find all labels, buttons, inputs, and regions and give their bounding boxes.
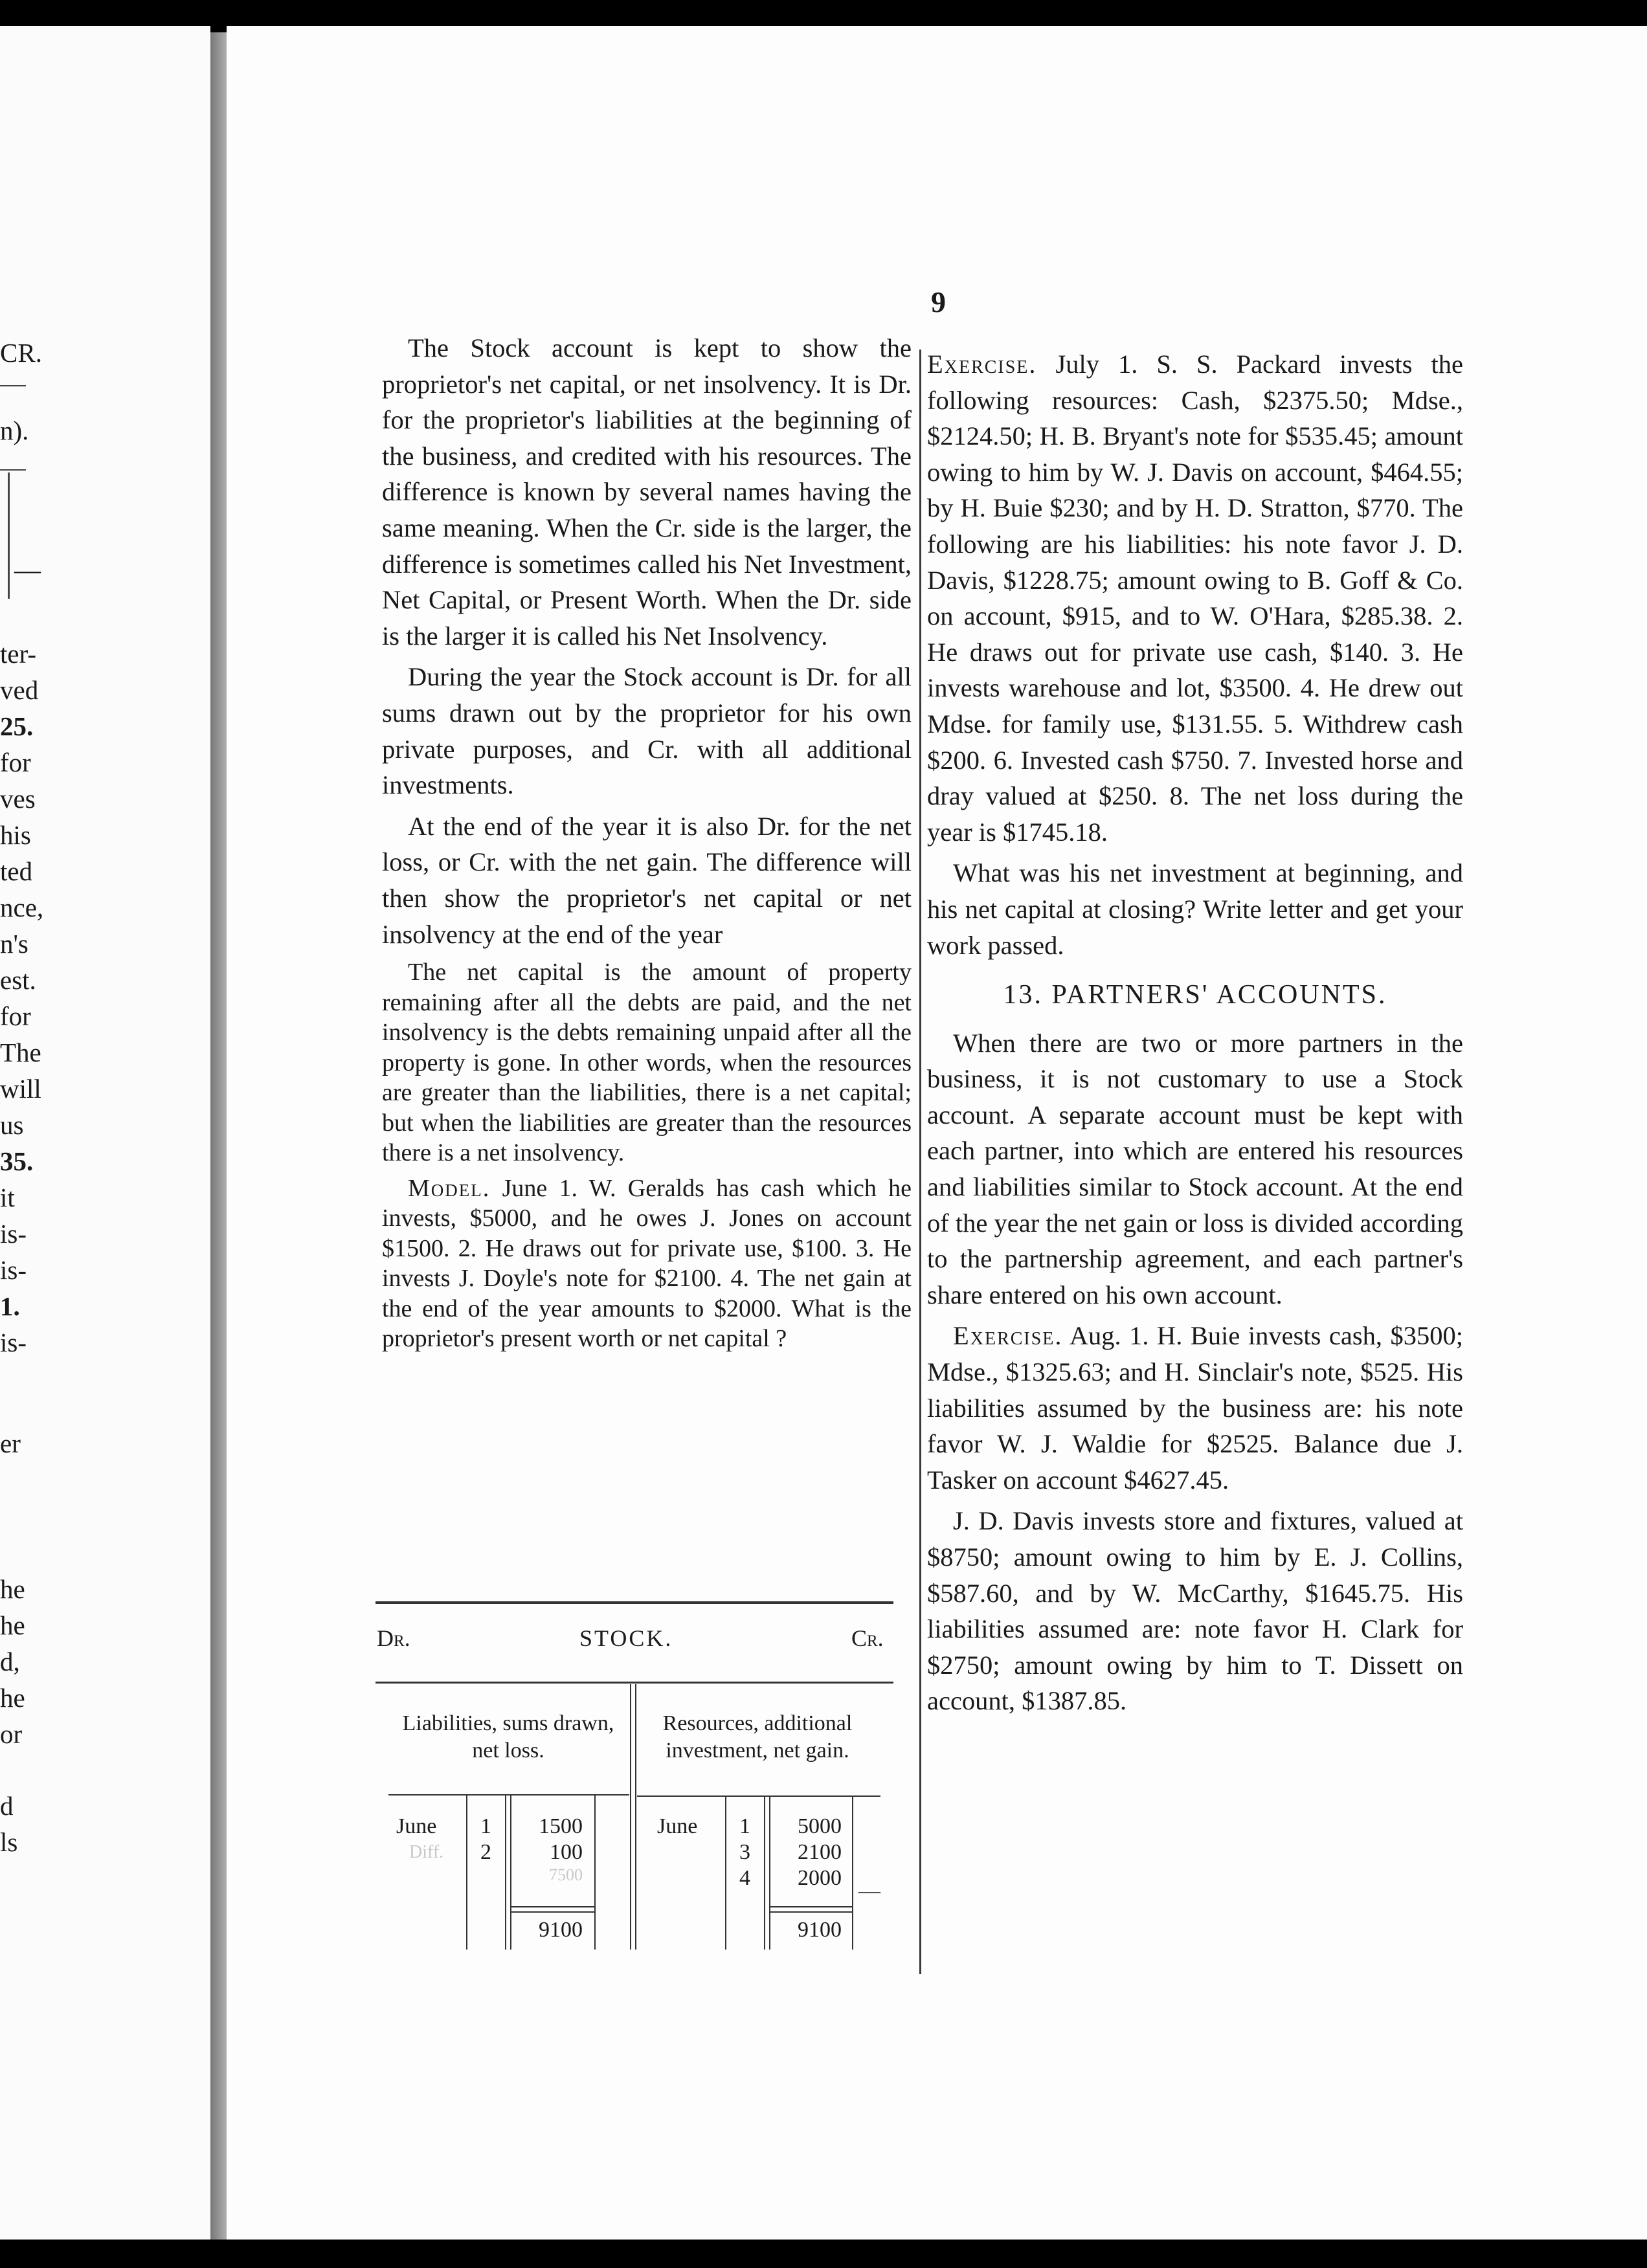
ledger-left-day: 1	[480, 1814, 491, 1838]
prev-page-fragment: us	[0, 1110, 24, 1140]
exercise-2-text: Aug. 1. H. Buie invests cash, $3500; Mdse., $1325.63; and H. Sinclair's note, $525. His liabilities assumed by the business are: his note favor W. J. Waldie for $2525. Balance due J. Tasker on account $4627.45.	[927, 1321, 1463, 1495]
davis-paragraph: J. D. Davis invests store and fixtures, valued at $8750; amount owing to him by E. J. Collins, $587.60, and by W. McCarthy, $1645.75. His liabilities assumed are: note favor H. Clark for $2750; amount owing by him to T. Dissett on account, $1387.85.	[927, 1506, 1463, 1716]
model-text: June 1. W. Geralds has cash which he invests, $5000, and he owes J. Jones on account $1500. 2. He draws out for private use, $100. 3. He invests J. Doyle's note for $2100. 4. The net gain at the end of the year amounts to $2000. What is the proprietor's present worth or net capital ?	[382, 1174, 912, 1353]
prev-page-fragment: he	[0, 1683, 25, 1713]
ledger-rule	[594, 1796, 596, 1950]
exercise-1-question: What was his net investment at beginning, and his net capital at closing? Write letter and get your work passed.	[927, 858, 1463, 960]
ledger-header-rule	[375, 1682, 893, 1684]
ledger-rule	[505, 1796, 506, 1950]
scan-bottom-edge	[0, 2240, 1647, 2268]
prev-page-fragment: d,	[0, 1647, 20, 1676]
prev-page-rule	[8, 472, 10, 599]
model-paragraph	[382, 1173, 912, 1354]
prev-page-fragment: ved	[0, 675, 39, 705]
ledger-rule	[466, 1796, 467, 1950]
ledger-right-month: June	[657, 1814, 698, 1838]
ledger-rule	[769, 1906, 852, 1907]
prev-page-fragment: his	[0, 820, 31, 850]
section-number: 13.	[1003, 980, 1044, 1010]
exercise-2-label: Exercise.	[953, 1321, 1063, 1351]
stock-paragraph: The Stock account is kept to show the proprietor's net capital, or net insolvency. It is Dr. for the proprietor's liabilities at the beginning of the business, and credited with his resources. The difference is known by several names having the same meaning. When the Cr. side is the larger, the difference is sometimes called his Net Investment, Net Capital, or Present Worth. When the Dr. side is the larger it is called his Net Insolvency.	[382, 333, 912, 650]
ledger-left-faint-amount: 7500	[549, 1865, 583, 1884]
prev-page-fragment: for	[0, 748, 31, 777]
prev-page-fragment: 1.	[0, 1291, 20, 1321]
prev-page-fragment: ls	[0, 1827, 18, 1857]
ledger-right-total: 9100	[798, 1918, 842, 1942]
ledger-rule	[852, 1796, 853, 1950]
prev-page-fragment: d	[0, 1791, 14, 1821]
ledger-left-faint-month: Diff.	[409, 1842, 444, 1862]
exercise-1-label: Exercise.	[927, 350, 1037, 379]
ledger-rule	[510, 1911, 594, 1913]
prev-page-fragment: will	[0, 1074, 41, 1104]
prev-page-rule	[0, 469, 26, 471]
ledger-left-amount: 100	[550, 1840, 583, 1864]
exercise-2-paragraph	[927, 1318, 1463, 1498]
prev-page-fragment: nce,	[0, 893, 44, 922]
end-of-year-paragraph: At the end of the year it is also Dr. for the net loss, or Cr. with the net gain. The difference will then show the proprietor's net capital or net insolvency at the end of the year	[382, 811, 912, 949]
prev-page-fragment: The	[0, 1038, 41, 1067]
prev-page-fragment: est.	[0, 965, 36, 995]
page-number: 9	[931, 285, 946, 318]
partners-paragraph: When there are two or more partners in the business, it is not customary to use a Stock account. A separate account must be kept with each partner, into which are entered his resources and liabilities similar to Stock account. At the end of the year the net gain or loss is divided according to the partnership agreement, and each partner's share entered on his own account.	[927, 1028, 1463, 1309]
prev-page-fragment: ter-	[0, 639, 37, 669]
prev-page-fragment: 25.	[0, 711, 34, 741]
right-column	[927, 346, 1463, 1719]
ledger-top-rule	[375, 1601, 893, 1604]
prev-page-fragment: n's	[0, 929, 28, 959]
prev-page-fragment: ves	[0, 784, 36, 814]
prev-page-fragment: er	[0, 1429, 21, 1458]
prev-page-fragment: it	[0, 1183, 15, 1212]
ledger-right-amount: 5000	[798, 1814, 842, 1838]
section-title: PARTNERS' ACCOUNTS.	[1051, 980, 1387, 1010]
during-year-paragraph: During the year the Stock account is Dr. for all sums drawn out by the proprietor for his own private purposes, and Cr. with all additional investments.	[382, 662, 912, 800]
ledger-rule	[510, 1906, 594, 1907]
ledger-left-month: June	[396, 1814, 437, 1838]
exercise-1-text: July 1. S. S. Packard invests the following resources: Cash, $2375.50; Mdse., $2124.50; H. B. Bryant's note for $535.45; amount owing to him by W. J. Davis on account, $464.55; by H. Buie $230; and by H. D. Stratton, $770. The following are his liabilities: his note favor J. D. Davis, $1228.75; amount owing to B. Goff & Co. on account, $915, and to W. O'Hara, $285.38. 2. He draws out for private use cash, $140. 3. He invests warehouse and lot, $3500. 4. He drew out Mdse. for family use, $131.55. 5. Withdrew cash $200. 6. Invested cash $750. 7. Invested horse and dray valued at $250. 8. The net loss during the year is $1745.18.	[927, 350, 1464, 847]
ledger-right-header: Resources, additional investment, net gain.	[662, 1711, 853, 1762]
ledger-center-rule	[630, 1684, 631, 1950]
prev-page-fragment: n).	[0, 416, 29, 445]
ledger-rule	[725, 1796, 726, 1950]
prev-page-fragment: he	[0, 1610, 25, 1640]
exercise-1-paragraph	[927, 346, 1463, 850]
ledger-left-header: Liabilities, sums drawn, net loss.	[402, 1711, 614, 1762]
ledger-rule	[388, 1794, 629, 1796]
ledger-right-dash: —	[858, 1879, 880, 1903]
net-capital-paragraph: The net capital is the amount of property remaining after all the debts are paid, and the net insolvency is the debts remaining unpaid after all the property is gone. In other words, when the resources are greater than the liabilities, there is a net capital; but when the liabilities are greater than the resources there is a net insolvency.	[382, 959, 912, 1167]
ledger-cr-label: Cr.	[851, 1625, 884, 1651]
prev-page-fragment: is-	[0, 1328, 27, 1357]
ledger-right-day: 1	[739, 1814, 750, 1838]
ledger-rule	[764, 1796, 765, 1950]
ledger-rule	[637, 1796, 880, 1797]
prev-page-fragment: —	[14, 555, 41, 584]
ledger-right-amount: 2100	[798, 1840, 842, 1864]
ledger-rule	[769, 1911, 852, 1913]
prev-page-fragment: he	[0, 1574, 25, 1604]
ledger-right-day: 4	[739, 1866, 750, 1890]
prev-page-fragment: CR.	[0, 338, 42, 368]
ledger-right-amount: 2000	[798, 1866, 842, 1890]
column-divider	[919, 350, 921, 1974]
prev-page-fragment: is-	[0, 1255, 27, 1285]
ledger-dr-label: Dr.	[377, 1625, 410, 1651]
previous-page	[0, 26, 210, 2265]
ledger-left-day: 2	[480, 1840, 491, 1864]
prev-page-fragment: for	[0, 1001, 31, 1031]
prev-page-fragment: ted	[0, 856, 33, 886]
stock-ledger	[388, 1684, 880, 1950]
model-label: Model.	[408, 1174, 491, 1202]
prev-page-fragment: or	[0, 1719, 23, 1749]
ledger-left-amount: 1500	[539, 1814, 583, 1838]
ledger-right-day: 3	[739, 1840, 750, 1864]
ledger-left-total: 9100	[539, 1918, 583, 1942]
ledger-center-rule	[635, 1684, 636, 1950]
prev-page-fragment: 35.	[0, 1146, 34, 1176]
ledger-title: STOCK.	[579, 1625, 673, 1651]
section-heading	[927, 977, 1463, 1014]
left-column	[382, 330, 912, 1354]
prev-page-rule	[0, 385, 26, 386]
prev-page-fragment: is-	[0, 1219, 27, 1249]
